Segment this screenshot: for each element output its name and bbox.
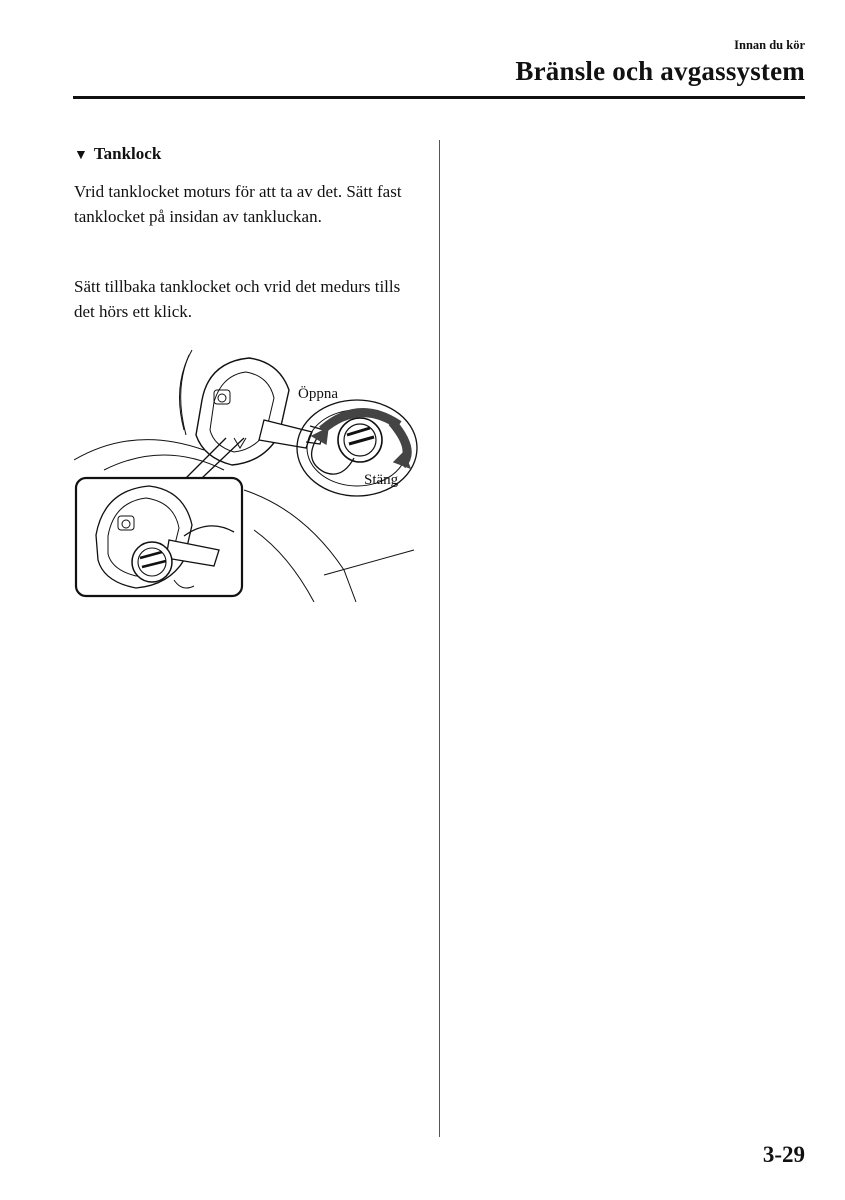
- close-label: Stäng: [364, 472, 399, 488]
- column-divider: [439, 140, 440, 1137]
- page-title: Bränsle och avgassystem: [515, 56, 805, 86]
- triangle-down-icon: ▼: [74, 148, 88, 163]
- paragraph-remove-cap: Vrid tanklocket moturs för att ta av det. Sätt fast tanklocket på insidan av tankluckan.: [74, 182, 402, 226]
- section-heading: [74, 144, 161, 164]
- header-divider: [73, 96, 805, 99]
- chapter-label: Innan du kör: [734, 38, 805, 52]
- paragraph-refit-cap: Sätt tillbaka tanklocket och vrid det medurs tills det hörs ett klick.: [74, 277, 401, 321]
- open-label: Öppna: [298, 386, 338, 402]
- fuel-cap-illustration: [74, 340, 419, 602]
- section-heading-text: Tanklock: [93, 144, 162, 163]
- page-number: 3-29: [762, 1142, 805, 1167]
